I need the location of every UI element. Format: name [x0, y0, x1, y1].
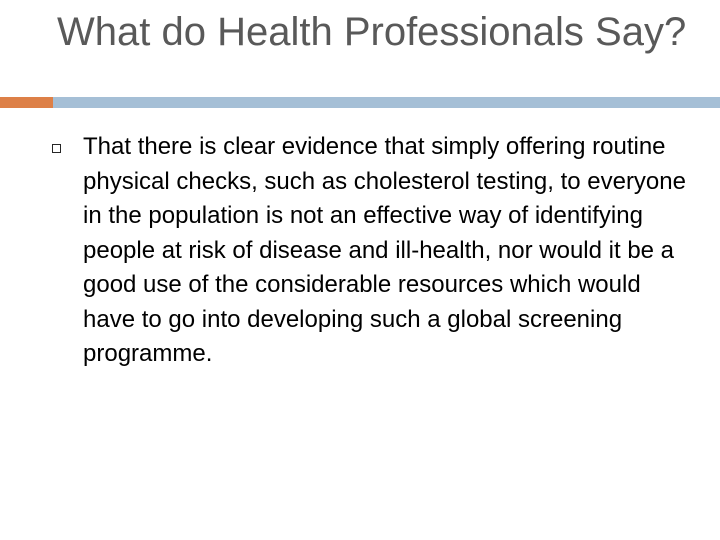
- slide-title: What do Health Professionals Say?: [57, 10, 687, 54]
- title-accent-bar-blue: [53, 97, 720, 108]
- bullet-list: [50, 130, 690, 372]
- bullet-item: [50, 130, 690, 372]
- bullet-text: That there is clear evidence that simply offering routine physical checks, such as cholesterol testing, to everyone in the population is not an effective way of identifying people at risk of disease and ill-health, nor would it be a good use of the considerable resources which would have to go into developing such a global screening programme.: [83, 133, 686, 367]
- title-accent-bar-orange: [0, 97, 53, 108]
- hollow-square-bullet-icon: [52, 144, 61, 153]
